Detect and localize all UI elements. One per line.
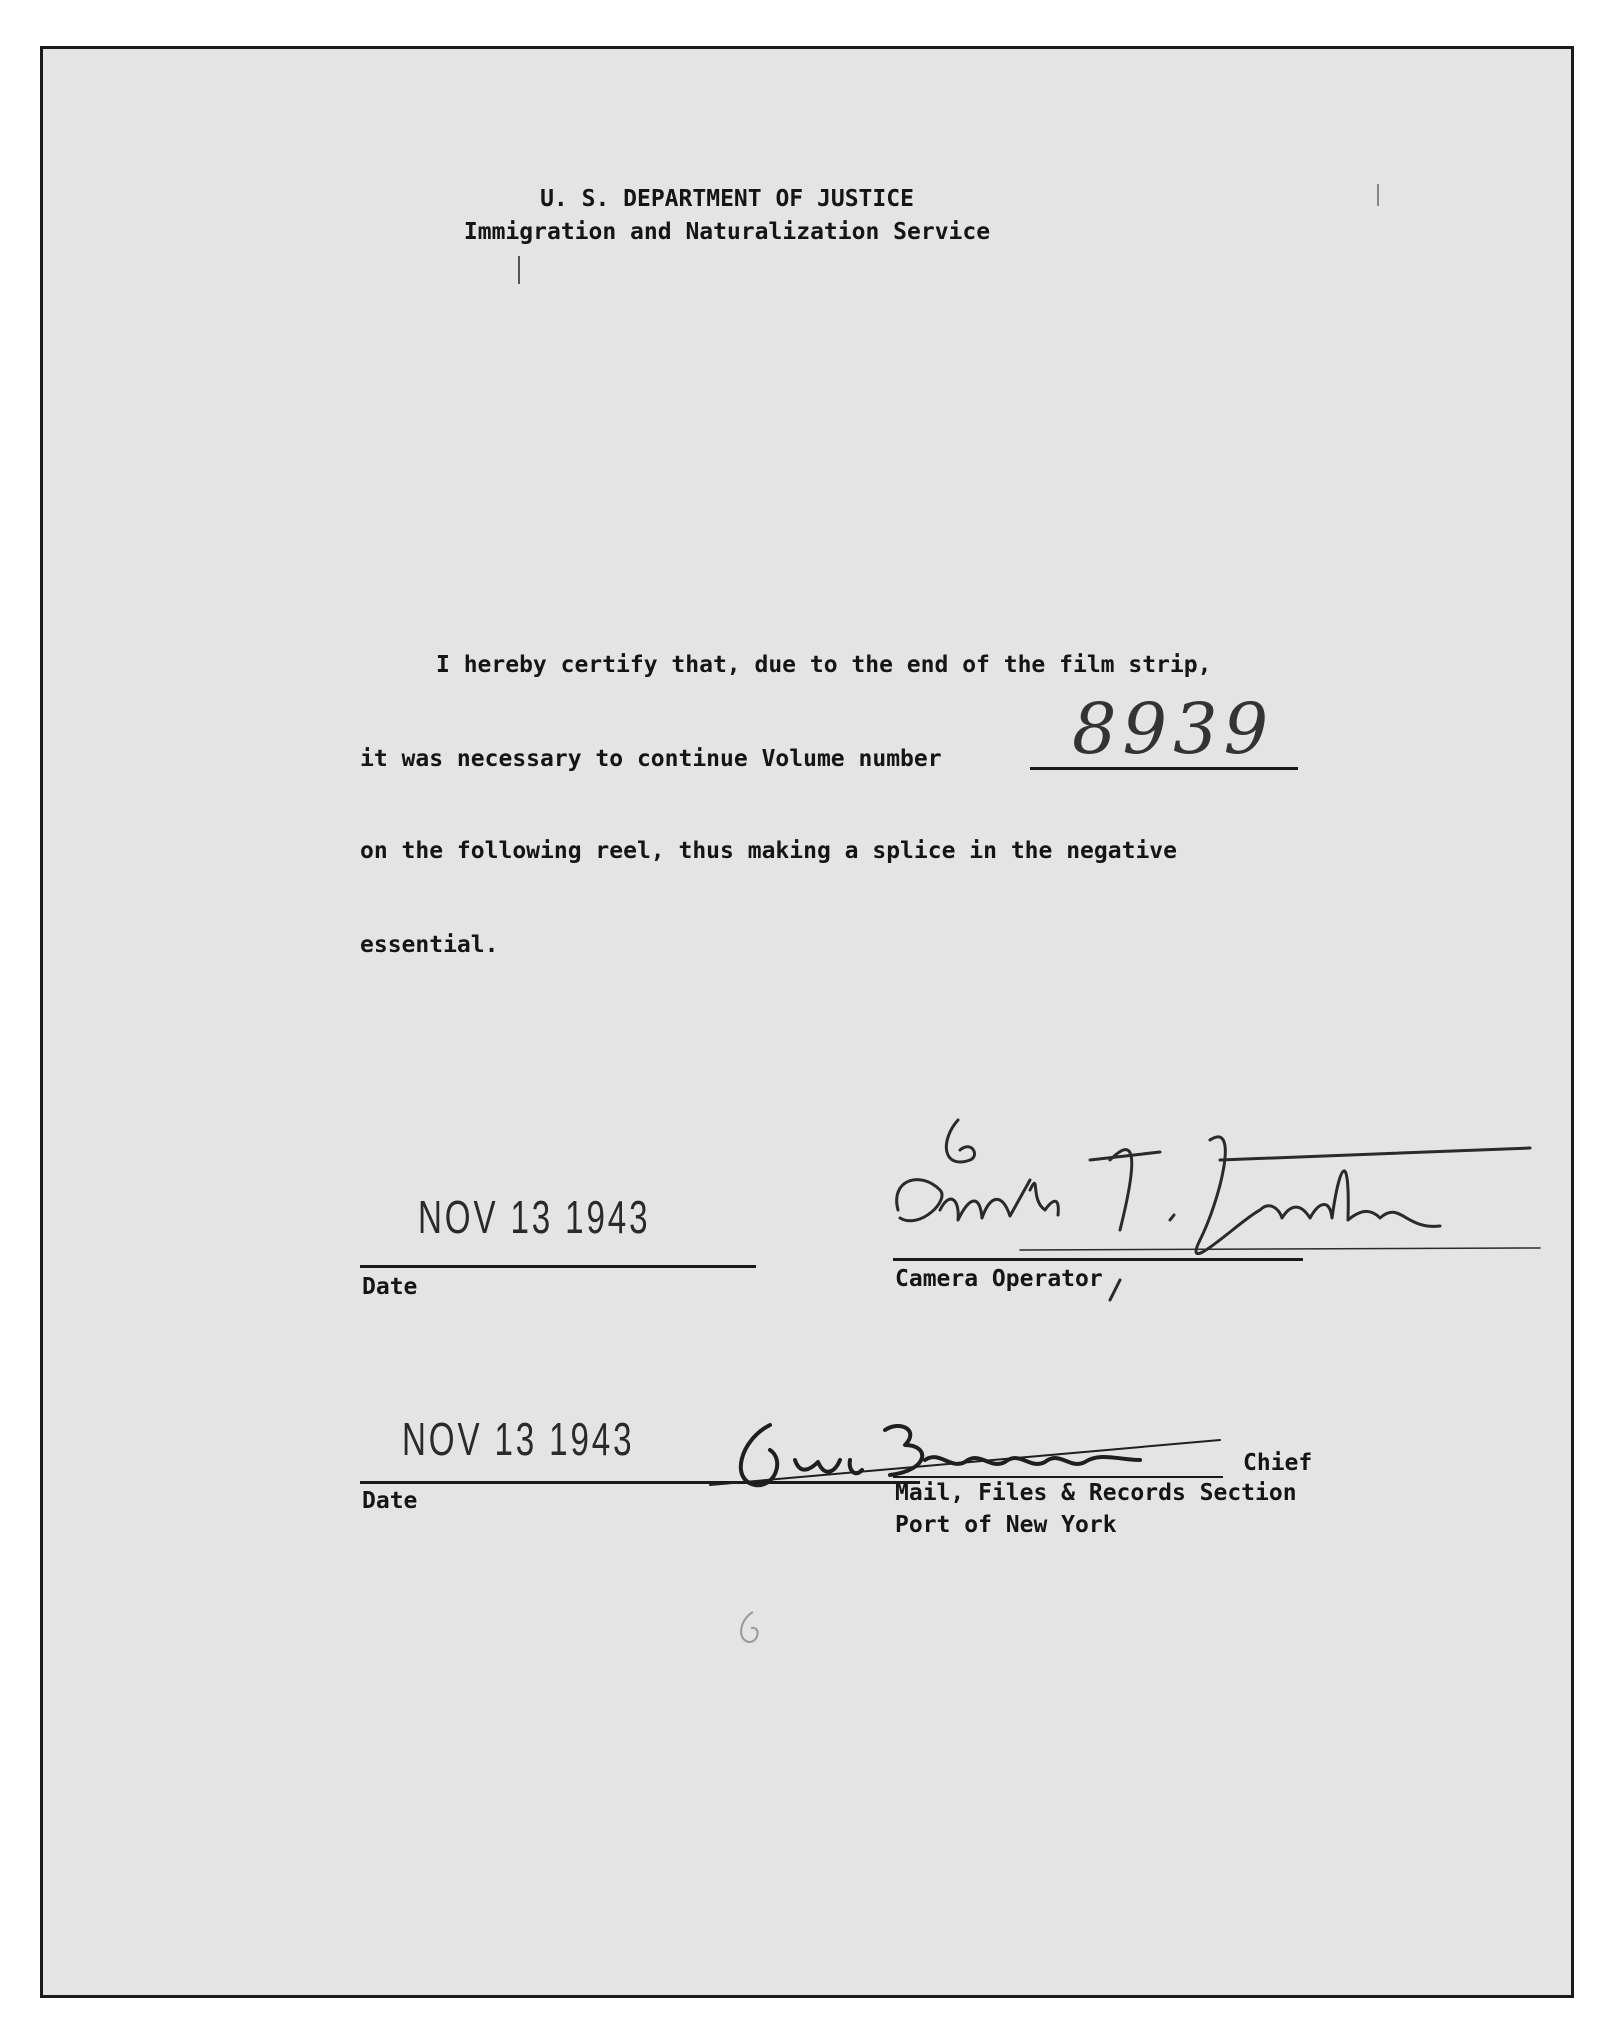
chief-title: Chief — [1243, 1450, 1313, 1476]
operator-date-label: Date — [362, 1274, 418, 1300]
agency-subtitle: Immigration and Naturalization Service — [463, 219, 991, 245]
operator-date-line — [360, 1265, 756, 1268]
operator-date-stamp: NOV 13 1943 — [418, 1191, 651, 1243]
certificate-line-2: it was necessary to continue Volume number — [360, 746, 942, 772]
volume-number-handwritten: 8939 — [1072, 688, 1275, 770]
certificate-line-1: I hereby certify that, due to the end of the film strip, — [436, 652, 1212, 678]
chief-port-line: Port of New York — [895, 1512, 1117, 1538]
agency-title: U. S. DEPARTMENT OF JUSTICE — [540, 186, 914, 212]
chief-date-label: Date — [362, 1488, 418, 1514]
certificate-line-3: on the following reel, thus making a splice in the negative — [360, 838, 1177, 864]
certificate-line-4: essential. — [360, 932, 499, 958]
operator-signature-line — [893, 1258, 1303, 1261]
chief-signature-line — [893, 1476, 1223, 1478]
pencil-mark — [735, 1608, 765, 1648]
scan-mark — [1377, 184, 1379, 206]
chief-date-stamp: NOV 13 1943 — [402, 1413, 635, 1465]
camera-operator-label: Camera Operator — [895, 1266, 1103, 1292]
chief-section-line: Mail, Files & Records Section — [895, 1480, 1297, 1506]
scan-mark — [518, 256, 520, 284]
document-page — [40, 46, 1574, 1998]
